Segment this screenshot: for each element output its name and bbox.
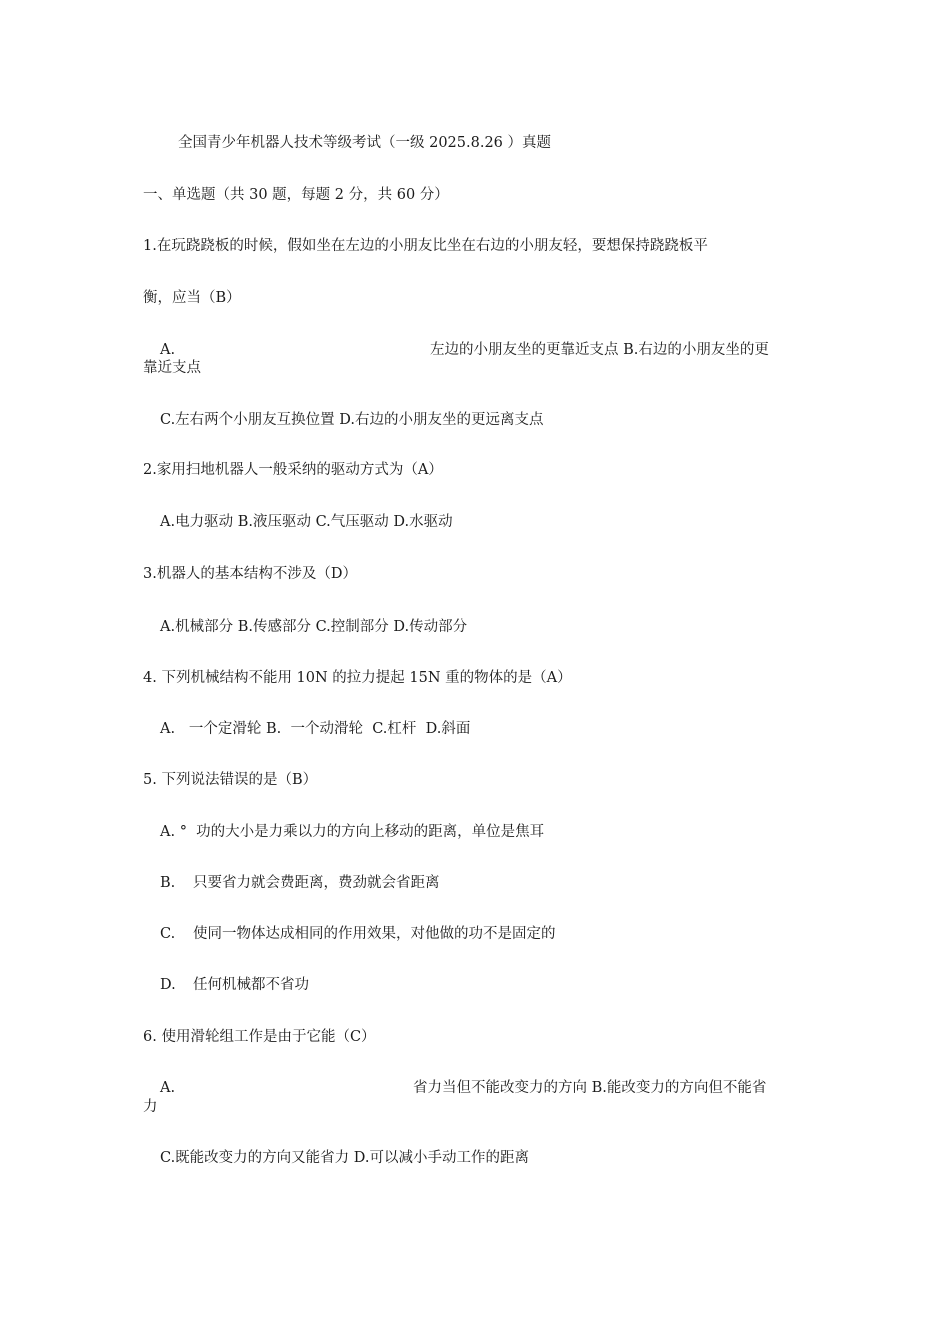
question-5-option-a: A. ° 功的大小是力乘以力的方向上移动的距离，单位是焦耳 — [160, 824, 545, 840]
document-title: 全国青少年机器人技术等级考试（一级 2025.8.26 ）真题 — [178, 135, 552, 151]
question-2-stem: 2.家用扫地机器人一般采纳的驱动方式为（A） — [143, 462, 443, 478]
question-5-option-c-label: C. — [160, 926, 176, 942]
question-5-option-b-label: B. — [160, 875, 176, 891]
question-6-option-a-text: 省力当但不能改变力的方向 B.能改变力的方向但不能省 — [413, 1080, 767, 1096]
question-5-stem: 5. 下列说法错误的是（B） — [143, 772, 318, 788]
question-5-option-d-text: 任何机械都不省功 — [193, 977, 309, 993]
question-6-option-a-label: A. — [160, 1080, 176, 1096]
question-1-option-b-wrap: 靠近支点 — [143, 360, 201, 376]
question-5-option-c-text: 使同一物体达成相同的作用效果，对他做的功不是固定的 — [193, 926, 556, 942]
question-1-options-c-d: C.左右两个小朋友互换位置 D.右边的小朋友坐的更远离支点 — [160, 412, 544, 428]
question-5-option-d-label: D. — [160, 977, 176, 993]
question-4-options: A. 一个定滑轮 B. 一个动滑轮 C.杠杆 D.斜面 — [160, 721, 471, 737]
question-1-stem-line2: 衡，应当（B） — [143, 290, 241, 306]
question-5-option-b-text: 只要省力就会费距离，费劲就会省距离 — [193, 875, 440, 891]
question-6-stem: 6. 使用滑轮组工作是由于它能（C） — [143, 1029, 376, 1045]
section-heading: 一、单选题（共 30 题，每题 2 分，共 60 分） — [143, 187, 449, 203]
question-4-stem: 4. 下列机械结构不能用 10N 的拉力提起 15N 重的物体的是（A） — [143, 670, 572, 686]
question-1-stem-line1: 1.在玩跷跷板的时候，假如坐在左边的小朋友比坐在右边的小朋友轻，要想保持跷跷板平 — [143, 238, 708, 254]
question-3-stem: 3.机器人的基本结构不涉及（D） — [143, 566, 357, 582]
question-2-options: A.电力驱动 B.液压驱动 C.气压驱动 D.水驱动 — [160, 514, 453, 530]
question-3-options: A.机械部分 B.传感部分 C.控制部分 D.传动部分 — [160, 619, 468, 635]
question-1-option-a-label: A. — [160, 342, 176, 358]
question-6-options-c-d: C.既能改变力的方向又能省力 D.可以减小手动工作的距离 — [160, 1150, 530, 1166]
question-6-option-b-wrap: 力 — [143, 1099, 158, 1115]
question-1-option-a-text: 左边的小朋友坐的更靠近支点 B.右边的小朋友坐的更 — [430, 342, 769, 358]
